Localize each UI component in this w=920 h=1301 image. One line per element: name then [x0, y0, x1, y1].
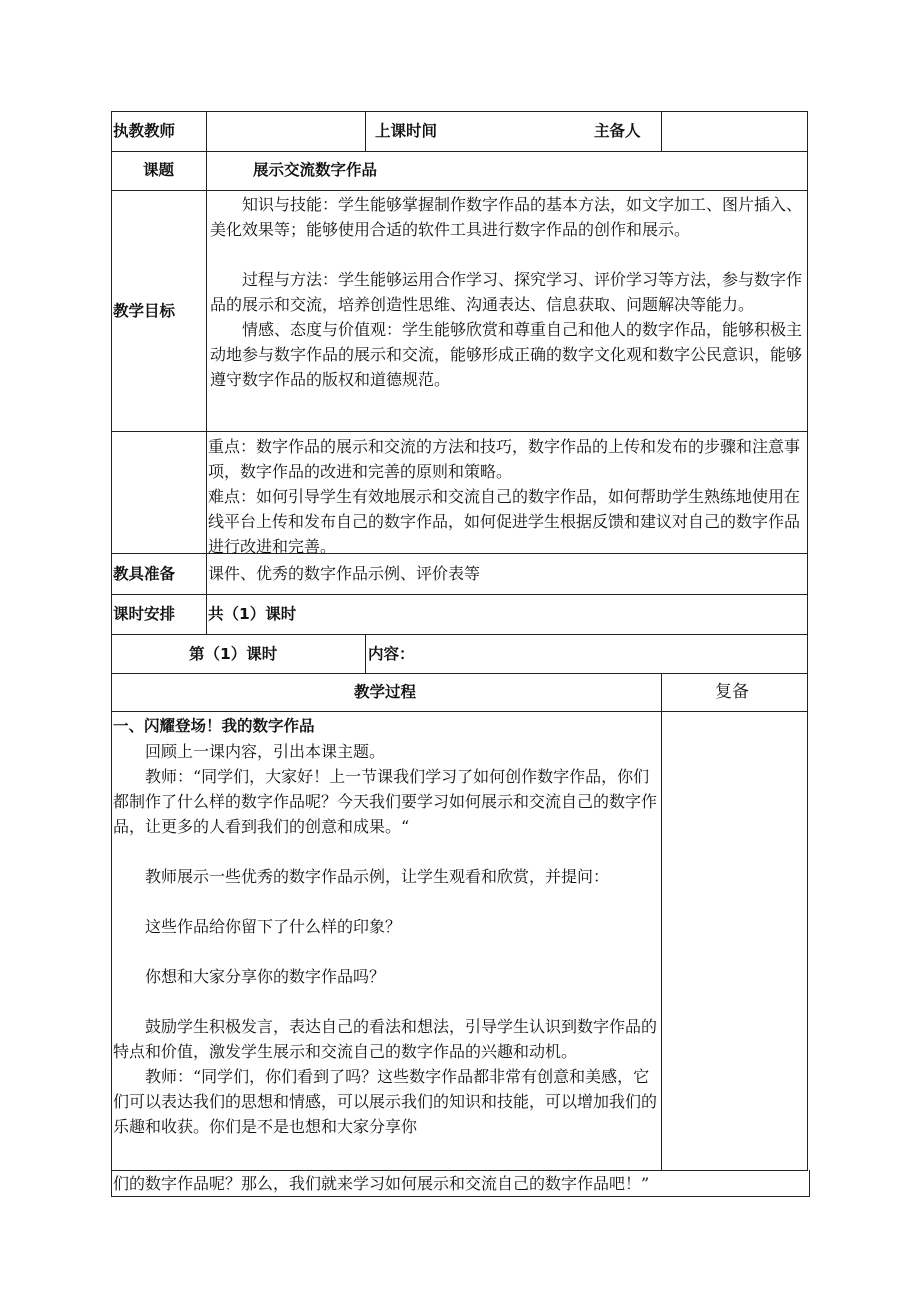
row-line — [111, 190, 808, 191]
col-line — [111, 111, 112, 1197]
schedule-label: 课时安排 — [113, 605, 176, 623]
row-line — [111, 111, 808, 112]
col-line — [661, 111, 662, 151]
goal-knowledge: 知识与技能：学生能够掌握制作数字作品的基本方法，如文字加工、图片插入、美化效果等；能够使用合适的软件工具进行数字作品的创作和展示。 — [210, 195, 803, 239]
col-line — [206, 111, 207, 635]
topic-value: 展示交流数字作品 — [253, 161, 378, 179]
process-content — [113, 714, 659, 1139]
difficult-points: 难点：如何引导学生有效地展示和交流自己的数字作品，如何帮助学生熟练地使用在线平台上传和发布自己的数字作品，如何促进学生根据反馈和建议对自己的数字作品进行改进和完善。 — [208, 487, 801, 556]
goal-process: 过程与方法：学生能够运用合作学习、探究学习、评价学习等方法，参与数字作品的展示和交流，培养创造性思维、沟通表达、信息获取、问题解决等能力。 — [210, 270, 803, 314]
tools-label: 教具准备 — [113, 565, 176, 583]
goals-label: 教学目标 — [113, 302, 176, 320]
row-line — [111, 431, 808, 432]
goal-attitude: 情感、态度与价值观：学生能够欣赏和尊重自己和他人的数字作品，能够积极主动地参与数字作品的展示和交流，能够形成正确的数字文化观和数字公民意识，能够遵守数字作品的版权和道德规范。 — [210, 320, 803, 389]
col-line — [365, 111, 366, 151]
review-label: 复备 — [715, 682, 749, 702]
row-line — [111, 1170, 808, 1171]
col-line — [365, 634, 366, 674]
goals-content — [210, 192, 806, 392]
process-p5: 你想和大家分享你的数字作品吗？ — [145, 967, 386, 986]
focus-content — [208, 434, 806, 559]
topic-label: 课题 — [143, 161, 175, 179]
content-label: 内容： — [368, 645, 415, 663]
process-p1: 回顾上一课内容，引出本课主题。 — [145, 742, 386, 761]
row-line — [111, 673, 808, 674]
row-line — [111, 594, 808, 595]
row-line — [111, 711, 808, 712]
row-line — [111, 634, 808, 635]
process-title: 教学过程 — [354, 683, 417, 701]
period-label: 第（1）课时 — [189, 645, 278, 663]
key-points: 重点：数字作品的展示和交流的方法和技巧，数字作品的上传和发布的步骤和注意事项，数字作品的改进和完善的原则和策略。 — [208, 437, 801, 481]
schedule-value: 共（1）课时 — [208, 605, 297, 623]
process-continuation: 们的数字作品呢？那么，我们就来学习如何展示和交流自己的数字作品吧！” — [113, 1174, 650, 1193]
row-line — [111, 1196, 810, 1197]
process-p4: 这些作品给你留下了什么样的印象？ — [145, 917, 402, 936]
process-p7: 教师：“同学们，你们看到了吗？这些数字作品都非常有创意和美感，它们可以表达我们的思想和情感，可以展示我们的知识和技能，可以增加我们的乐趣和收获。你们是不是也想和大家分享你 — [113, 1067, 658, 1136]
col-line — [807, 111, 808, 1171]
process-p3: 教师展示一些优秀的数字作品示例，让学生观看和欣赏，并提问： — [145, 867, 610, 886]
lead-label: 主备人 — [594, 122, 641, 140]
teacher-label: 执教教师 — [113, 122, 176, 140]
row-line — [111, 151, 808, 152]
process-p6: 鼓励学生积极发言，表达自己的看法和想法，引导学生认识到数字作品的特点和价值，激发学生展示和交流自己的数字作品的兴趣和动机。 — [113, 1017, 658, 1061]
process-p2: 教师：“同学们，大家好！上一节课我们学习了如何创作数字作品，你们都制作了什么样的数字作品呢？今天我们要学习如何展示和交流自己的数字作品，让更多的人看到我们的创意和成果。“ — [113, 767, 658, 836]
section-title: 一、闪耀登场！我的数字作品 — [113, 717, 315, 735]
tools-value: 课件、优秀的数字作品示例、评价表等 — [208, 564, 481, 583]
col-line — [661, 673, 662, 1171]
col-line — [809, 1170, 810, 1197]
time-label: 上课时间 — [375, 122, 438, 140]
